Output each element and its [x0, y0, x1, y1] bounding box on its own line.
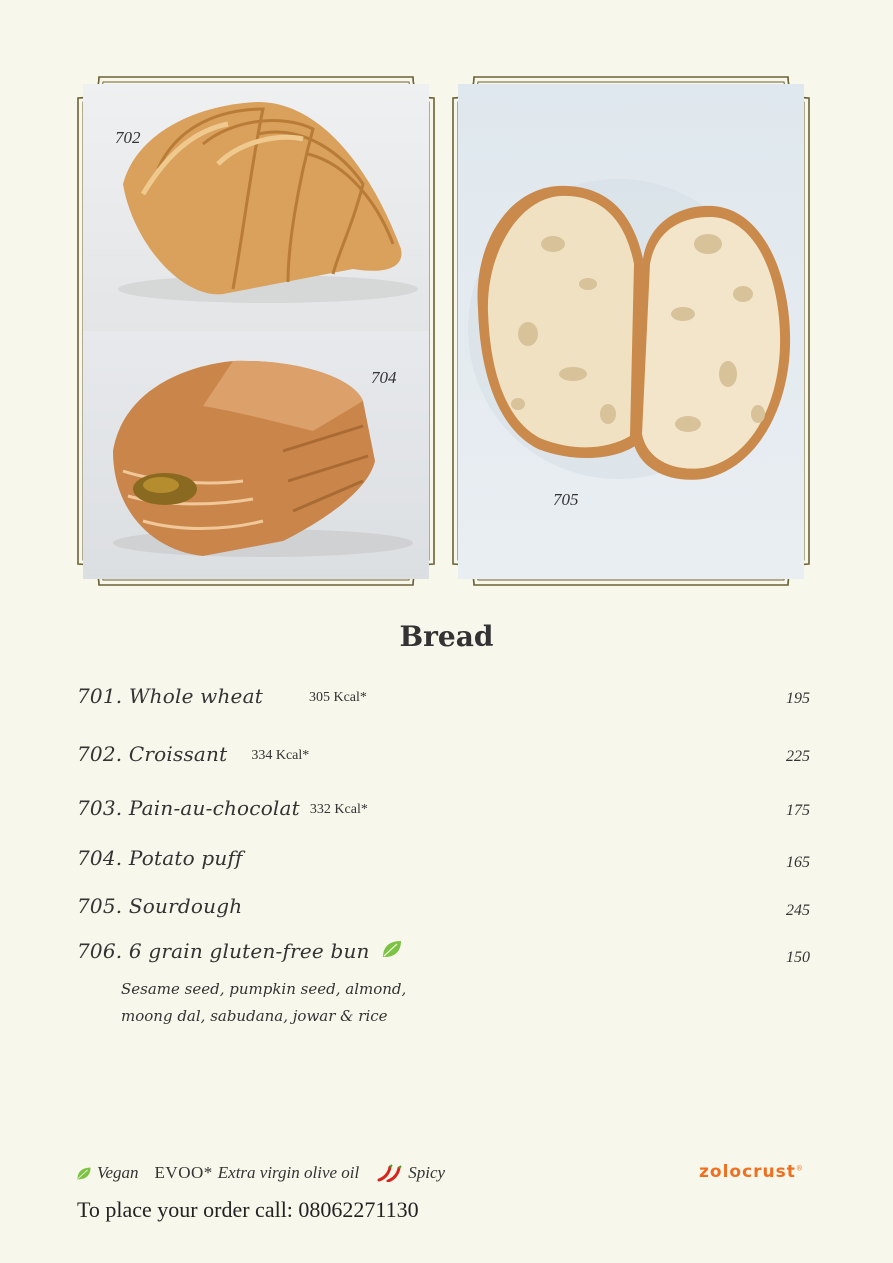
item-price: 195: [786, 690, 810, 707]
menu-item: [77, 894, 810, 918]
item-kcal: 305 Kcal*: [308, 690, 367, 705]
croissant-photo: [83, 84, 429, 331]
legend: [76, 1163, 445, 1183]
item-price: 225: [786, 748, 810, 765]
chili-icon: [377, 1164, 403, 1182]
item-price: 175: [786, 802, 810, 819]
menu-item: [77, 742, 810, 766]
order-line: To place your order call: 08062271130: [77, 1197, 419, 1222]
sourdough-photo: [458, 84, 804, 579]
leaf-icon: [381, 939, 403, 959]
left-photo-frame: [77, 76, 435, 586]
photo-label-702: 702: [115, 128, 141, 147]
item-name: 705. Sourdough: [77, 894, 243, 918]
item-price: 165: [786, 854, 810, 871]
description-line: moong dal, sabudana, jowar & rice: [121, 1007, 388, 1025]
legend-evoo-text: Extra virgin olive oil: [217, 1163, 360, 1182]
photo-label-704: 704: [371, 368, 397, 387]
item-706-description: [121, 976, 406, 1030]
section-title: Bread: [399, 620, 494, 653]
photo-label-705: 705: [553, 490, 579, 509]
item-name: 706. 6 grain gluten-free bun: [77, 939, 370, 963]
menu-item: [77, 684, 810, 708]
leaf-icon: [76, 1166, 92, 1181]
item-name: 701. Whole wheat: [77, 684, 263, 708]
item-kcal: 332 Kcal*: [309, 802, 368, 817]
item-name: 704. Potato puff: [77, 846, 243, 870]
menu-item: [77, 846, 810, 870]
menu-item: [77, 939, 810, 966]
brand-name: zolocrust: [699, 1162, 796, 1182]
item-price: 150: [786, 949, 810, 966]
registered-mark: ®: [795, 1164, 804, 1173]
legend-vegan: Vegan: [97, 1163, 139, 1182]
item-kcal: 334 Kcal*: [251, 748, 310, 763]
brand-logo: [699, 1162, 804, 1182]
right-photo-frame: [452, 76, 810, 586]
item-name: 703. Pain-au-chocolat: [77, 796, 300, 820]
description-line: Sesame seed, pumpkin seed, almond,: [121, 980, 407, 998]
legend-evoo-abbr: EVOO*: [154, 1163, 213, 1182]
menu-item: [77, 796, 810, 820]
item-name: 702. Croissant: [77, 742, 228, 766]
item-price: 245: [786, 902, 810, 919]
legend-spicy: Spicy: [408, 1163, 446, 1182]
